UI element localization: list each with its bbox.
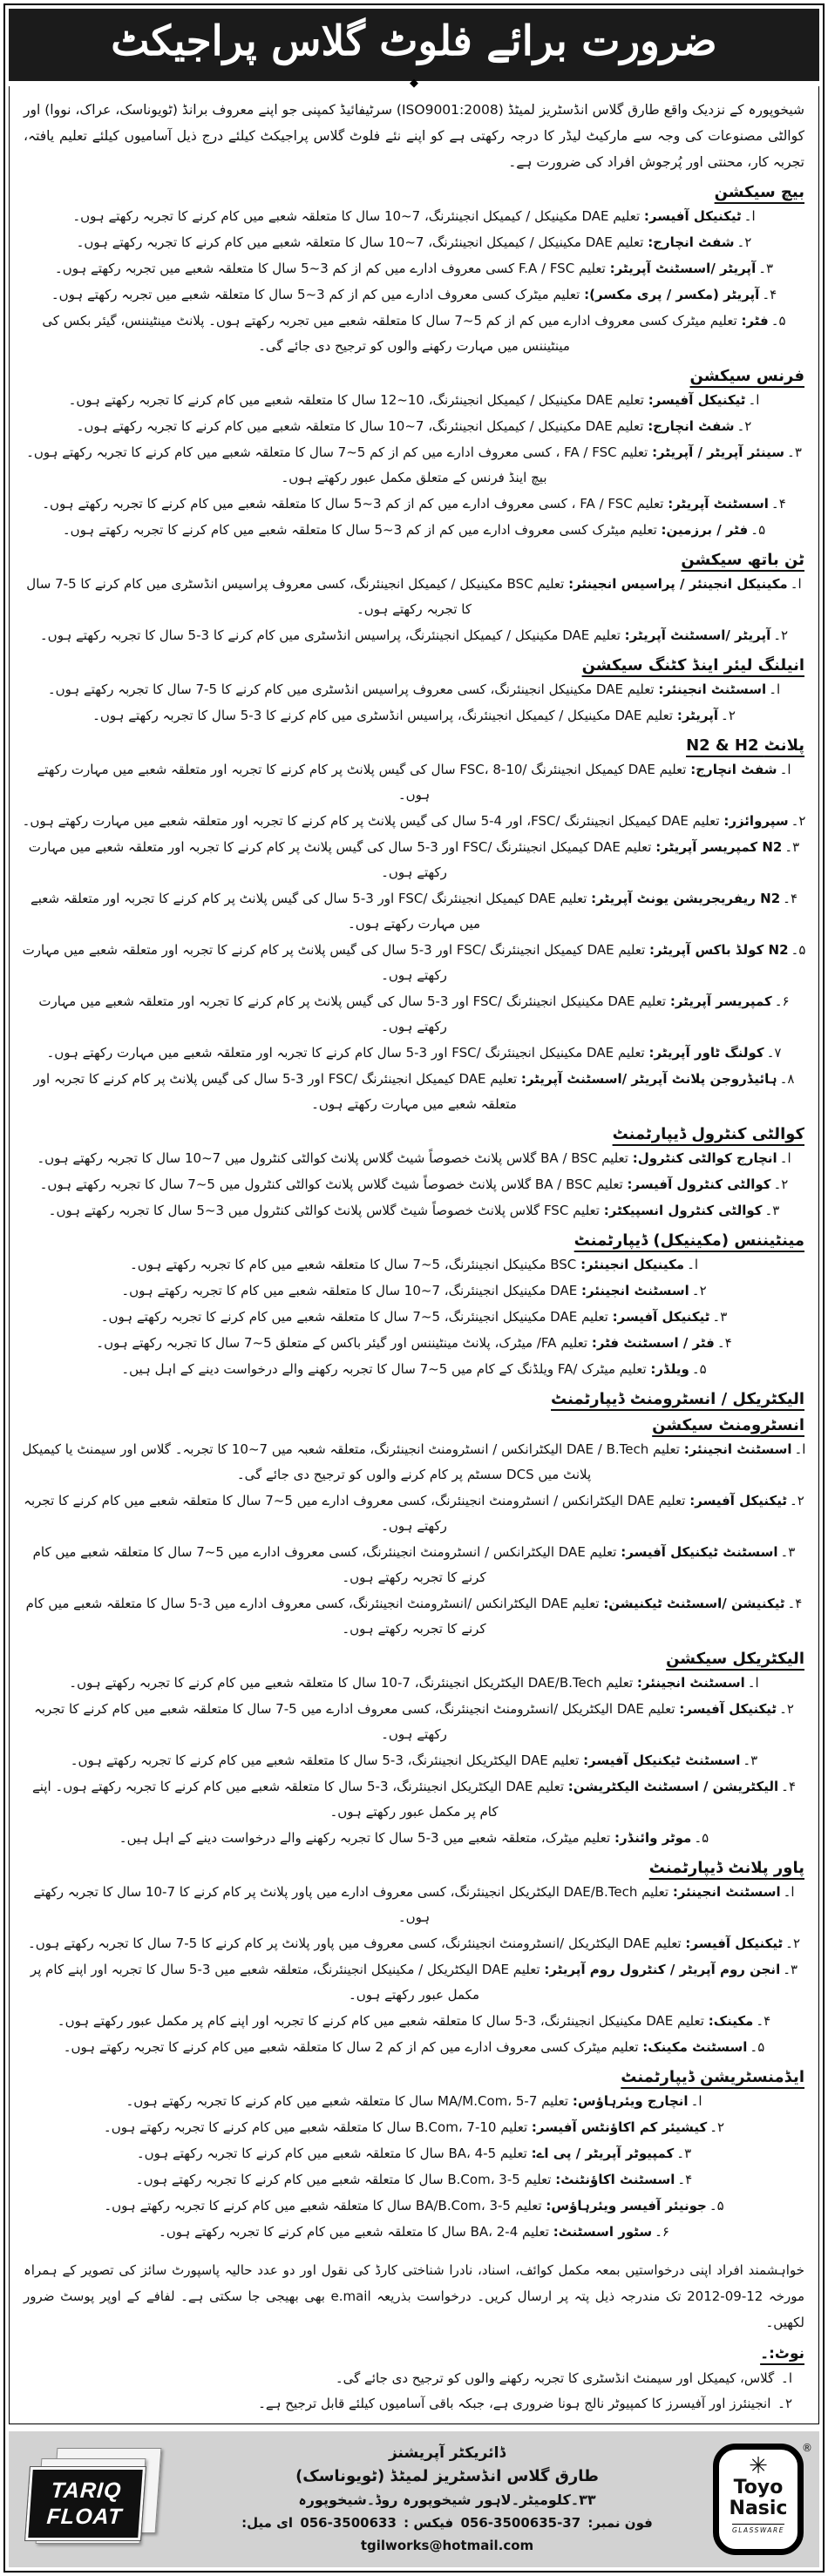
- section-heading: بیچ سیکشن: [714, 183, 804, 202]
- job-title: اسسٹنٹ اکاؤنٹنٹ:: [555, 2172, 675, 2188]
- director-line: ڈائریکٹر آپریشنز: [388, 2444, 506, 2463]
- job-desc: تعلیم DAE الیکٹریکل /انسٹرومنٹ انجینئرنگ، کسی معروف ادارے میں 5-7 سال کا متعلقہ شعبے میں کام کرنے کا تجربہ رکھتے ہوں۔: [34, 1701, 675, 1743]
- job-section: [22, 2068, 806, 2245]
- job-title: کیشیئر کم اکاؤنٹس آفیسر:: [531, 2119, 708, 2136]
- job-item: [22, 1880, 806, 1930]
- job-desc: تعلیم DAE مکینیکل انجینئرنگ، کسی معروف پراسیس انڈسٹری میں کام کرنے کا 5-7 سال کا تجربہ رکھتے ہوں۔: [47, 681, 655, 698]
- ad-body: [9, 86, 819, 2424]
- job-desc: تعلیم میٹرک /FA ویلڈنگ کے کام میں 5~7 سال کا تجربہ رکھنے والے درخواست دینے کے اہل ہیں۔: [121, 1361, 647, 1378]
- tariq-float-wordmark: [25, 2467, 146, 2540]
- registered-mark-icon: ®: [802, 2442, 812, 2455]
- job-desc: تعلیم DAE مکینیکل انجینئرنگ /FSC اور 3-5 سال کی گیس پلانٹ پر کام کرنے کا تجربہ اور متعلقہ شعبے میں مہارت رکھتے ہوں۔: [38, 993, 667, 1035]
- job-item: [22, 1172, 806, 1197]
- job-title: موٹر وائنڈر:: [614, 1830, 692, 1847]
- job-number: ا۔: [779, 1150, 791, 1167]
- job-desc: تعلیم BA / BSC گلاس پلانٹ خصوصاً شیٹ گلاس پلانٹ کوالٹی کنٹرول میں 5~7 سال کا تجربہ رکھتے ہوں۔: [39, 1176, 623, 1193]
- job-title: سینئر آپریٹر / آپریٹر:: [652, 444, 785, 461]
- job-item: [22, 809, 806, 834]
- job-title: فٹر / برزمین:: [661, 522, 749, 539]
- email-address: tgilworks@hotmail.com: [360, 2538, 534, 2554]
- job-title: ٹیکنیشن /اسسٹنٹ ٹیکنیشن:: [603, 1596, 785, 1612]
- job-number: ۵۔: [750, 2039, 765, 2056]
- job-title: N2 کمپریسر آپریٹر:: [655, 839, 783, 856]
- job-title: اسسٹنٹ انجینئر:: [658, 681, 767, 698]
- job-title: اسسٹنٹ ٹیکنیکل آفیسر:: [621, 1544, 778, 1561]
- diamond-ornament-icon: ◆: [410, 77, 418, 91]
- job-item: [22, 388, 806, 413]
- starburst-icon: ✳: [749, 2453, 768, 2480]
- job-item: [22, 2089, 806, 2114]
- footer-address-block: [181, 2442, 713, 2557]
- job-desc: تعلیم میٹرک کسی معروف ادارے میں کم از کم 5~7 سال کا متعلقہ شعبے میں تجربہ رکھتے ہوں۔ پلانٹ مینٹیننس، گیئر بکس کی مینٹیننس میں مہارت رکھنے والوں کو ترجیح دی جائے گی۔: [42, 313, 737, 355]
- job-desc: تعلیم BSC مکینیکل / کیمیکل انجینئرنگ، کسی معروف پراسیس انڈسٹری میں کام کرنے کا 5-7 سال کا تجربہ رکھتے ہوں۔: [26, 576, 565, 618]
- job-desc: تعلیم DAE مکینیکل / کیمیکل انجینئرنگ، 10~12 سال کا متعلقہ شعبے میں کام کرنے کا تجربہ رکھتے ہوں۔: [68, 392, 644, 409]
- job-desc: تعلیم DAE الیکٹرانکس /انسٹرومنٹ انجینئرنگ، کسی معروف ادارے میں 3-5 سال کا متعلقہ شعبے میں کام کرنے کا تجربہ رکھتے ہوں۔: [25, 1596, 600, 1637]
- job-number: ۸۔: [779, 1071, 795, 1088]
- job-number: ۲۔: [773, 1176, 789, 1193]
- job-title: اسسٹنٹ ٹیکنیکل آفیسر:: [583, 1752, 741, 1769]
- job-title: الیکٹریشن / اسسٹنٹ الیکٹریشن:: [567, 1779, 779, 1795]
- job-item: [22, 1671, 806, 1696]
- section-heading: الیکٹریکل / انسٹرومنٹ ڈیپارٹمنٹ: [551, 1390, 804, 1409]
- job-title: کولنگ ٹاور آپریٹر:: [648, 1045, 764, 1061]
- job-desc: تعلیم DAE مکینیکل / کیمیکل انجینئرنگ، پراسیس انڈسٹری میں کام کرنے کا 3-5 سال کا تجربہ رکھتے ہوں۔: [39, 627, 621, 644]
- job-number: ۵۔: [791, 942, 806, 959]
- job-number: ۲۔: [773, 627, 789, 644]
- job-desc: تعلیم DAE/B.Tech الیکٹریکل انجینئرنگ، کسی معروف ادارے میں پاور پلانٹ پر کام کرنے کا 7-10 سال کا تجربہ رکھتے ہوں۔: [33, 1884, 669, 1926]
- job-item: [22, 1591, 806, 1642]
- section-heading: ایڈمنسٹریشن ڈیپارٹمنٹ: [621, 2068, 804, 2087]
- application-instructions: خواہشمند افراد اپنی درخواستیں بمعہ مکمل کوائف، اسناد، نادرا شناختی کارڈ کی نقول اور دو عدد حالیہ پاسپورٹ سائز کی تصویر کے ہمراہ مورخہ 12-09-2012 تک مندرجہ ذیل پتہ پر ارسال کریں۔ درخواست بذریعہ e.mail بھی بھیجی جا سکتی ہے۔ لفافے کے اوپر پوسٹ ضرور لکھیں۔: [24, 2262, 804, 2331]
- job-number: ا۔: [687, 1257, 699, 1273]
- company-line: طارق گلاس انڈسٹریز لمیٹڈ (ٹویوناسک): [295, 2467, 599, 2486]
- job-item: [22, 491, 806, 517]
- job-title: کمپیوٹر آپریٹر / پی اے:: [531, 2146, 675, 2162]
- job-item: [22, 703, 806, 729]
- job-item: [22, 1331, 806, 1356]
- job-item: [22, 1697, 806, 1747]
- job-desc: تعلیم DAE مکینیکل / کیمیکل انجینئرنگ، 7~10 سال کا متعلقہ شعبے میں کام کرنے کا تجربہ رکھتے ہوں۔: [72, 208, 641, 225]
- job-number: ا۔: [783, 1884, 795, 1901]
- job-item: [22, 886, 806, 937]
- job-number: ۳۔: [743, 1752, 758, 1769]
- job-desc: تعلیم DAE / B.Tech الیکٹرانکس / انسٹرومنٹ انجینئرنگ، متعلقہ شعبہ میں 7~10 کا تجربہ۔ گلاس اور سیمنٹ یا کیمیکل پلانٹ میں DCS سسٹم پر کام کرنے والوں کو ترجیح دی جائے گی۔: [22, 1441, 680, 1483]
- job-number: ۷۔: [766, 1045, 782, 1061]
- job-title: آپریٹر /اسسٹنٹ آپریٹر:: [624, 627, 771, 644]
- job-item: [22, 1540, 806, 1590]
- job-number: ۳۔: [712, 1309, 728, 1325]
- section-heading: ٹن باتھ سیکشن: [681, 551, 804, 570]
- job-desc: تعلیم میٹرک کسی معروف ادارے میں کم از کم 3~5 سال کا متعلقہ شعبے میں کام کرنے کا تجربہ رکھتے ہوں۔: [62, 522, 657, 539]
- job-number: ۲۔: [721, 708, 736, 724]
- job-number: ۴۔: [756, 2013, 771, 2030]
- job-number: ۵۔: [770, 313, 786, 329]
- job-desc: تعلیم DAE کیمیکل انجینئرنگ /FSC اور 3-5 سال کی گیس پلانٹ پر کام کرنے کا تجربہ اور متعلقہ شعبے میں مہارت رکھتے ہوں۔: [33, 1071, 518, 1113]
- job-desc: تعلیم DAE مکینیکل / کیمیکل انجینئرنگ، پراسیس انڈسٹری میں کام کرنے کا 3-5 سال کا تجربہ رکھتے ہوں۔: [92, 708, 674, 724]
- job-title: مکینک:: [708, 2013, 754, 2030]
- job-number: ۴۔: [716, 1335, 732, 1352]
- job-item: [22, 1305, 806, 1330]
- job-desc: تعلیم DAE الیکٹریکل / مکینیکل انجینئرنگ، متعلقہ شعبے میں 3-5 سال کا تجربہ اور اپنے کام پر مکمل عبور رکھتے ہوں۔: [30, 1962, 540, 2003]
- job-section: [22, 736, 806, 1117]
- job-section: [22, 551, 806, 648]
- job-title: ٹیکنیکل آفیسر:: [679, 1701, 777, 1718]
- job-item: [22, 1252, 806, 1278]
- job-item: [22, 1957, 806, 2008]
- job-number: ۳۔: [676, 2146, 692, 2162]
- job-desc: DAE مکینیکل انجینئرنگ، 7~10 سال کا متعلقہ شعبے میں کام کا تجربہ رکھتے ہوں۔: [121, 1283, 578, 1299]
- job-desc: تعلیم DAE مکینیکل انجینئرنگ، 5~7 سال کا متعلقہ شعبے میں کام کرنے کا تجربہ رکھتے ہوں۔: [100, 1309, 608, 1325]
- job-desc: تعلیم FA / FSC ، کسی معروف ادارے میں کم از کم 3~5 سال کا متعلقہ شعبے میں کام کرنے کا تجربہ رکھتے ہوں۔: [42, 496, 664, 512]
- note-heading: نوٹ:۔: [760, 2345, 804, 2363]
- job-desc: تعلیم DAE الیکٹریکل /انسٹرومنٹ انجینئرنگ، کسی معروف میں پاور پلانٹ پر کام کرنے کا 5-7 سال کا تجربہ رکھتے ہوں۔: [28, 1935, 682, 1952]
- job-item: [22, 572, 806, 622]
- toyo-line1: Toyo: [733, 2477, 784, 2499]
- job-number: ۴۔: [762, 287, 777, 303]
- job-desc: تعلیم B.Com، 7-10 سال کا متعلقہ شعبے میں کام کرنے کا تجربہ رکھتے ہوں۔: [103, 2119, 528, 2136]
- job-item: [22, 677, 806, 702]
- job-item: [22, 2035, 806, 2060]
- glassware-label: GLASSWARE: [732, 2524, 784, 2534]
- intro-text: شیخوپورہ کے نزدیک واقع طارق گلاس انڈسٹریز لمیٹڈ (ISO9001:2008) سرٹیفائیڈ کمپنی جو اپنے معروف برانڈ (ٹویوناسک، عراک، نووا) اور کوالٹی مصنوعات کی وجہ سے مارکیٹ لیڈر کا درجہ رکھتی ہے کو اپنے نئے فلوٹ گلاس پراجیکٹ کیلئے درج ذیل آسامیوں کیلئے تعلیم یافتہ، تجربہ کار، محنتی اور پُرجوش افراد کی ضرورت ہے۔: [24, 102, 804, 171]
- job-item: [22, 1146, 806, 1171]
- job-item: [22, 204, 806, 229]
- job-item: [22, 2141, 806, 2166]
- tariq-float-line1: TARIQ: [50, 2478, 123, 2504]
- job-title: مکینیکل انجینئر:: [580, 1257, 685, 1273]
- job-desc: تعلیم DAE مکینیکل / کیمیکل انجینئرنگ، 7~10 سال کا متعلقہ شعبے میں کام کرنے کا تجربہ رکھتے ہوں۔: [76, 418, 644, 435]
- job-desc: تعلیم DAE الیکٹریکل انجینئرنگ، 3-5 سال کا متعلقہ شعبے میں کام کرنے کا تجربہ رکھتے ہوں۔: [70, 1752, 580, 1769]
- job-section: [22, 183, 806, 359]
- job-number: ۳۔: [787, 444, 802, 461]
- job-desc: تعلیم DAE مکینیکل انجینئرنگ، 3-5 سال کا متعلقہ شعبے میں کام کرنے کا تجربہ اور اپنے کام پر مکمل عبور رکھتے ہوں۔: [57, 2013, 704, 2030]
- job-title: ٹیکنیکل آفیسر:: [612, 1309, 710, 1325]
- job-section: [22, 1231, 806, 1382]
- job-section: [22, 1125, 806, 1224]
- job-item: [22, 414, 806, 439]
- job-title: فٹر / اسسٹنٹ فٹر:: [591, 1335, 715, 1352]
- job-number: ا۔: [690, 2093, 702, 2110]
- footer: [9, 2431, 819, 2567]
- job-desc: تعلیم DAE کیمیکل انجینئرنگ /FSC اور 3-5 سال کی گیس پلانٹ پر کام کرنے کا تجربہ اور متعلقہ شعبے میں مہارت رکھتے ہوں۔: [30, 891, 587, 932]
- section-heading: N2 & H2 پلانٹ: [686, 736, 804, 756]
- job-number: ۴۔: [787, 1596, 803, 1612]
- job-title: کوالٹی کنٹرول انسپیکٹر:: [603, 1203, 763, 1219]
- note-text: گلاس، کیمیکل اور سیمنٹ انڈسٹری کا تجربہ رکھنے والوں کو ترجیح دی جائے گی۔: [335, 2370, 775, 2387]
- job-number: ۳۔: [764, 1203, 780, 1219]
- job-number: ۵۔: [691, 1361, 707, 1378]
- toyo-nasic-badge: [713, 2444, 804, 2555]
- job-desc: تعلیم FA / FSC ، کسی معروف ادارے میں کم از کم 5~7 سال کا متعلقہ شعبے میں کام کرنے کا تجربہ رکھتے ہوں۔ بیچ اینڈ فرنس کے متعلق مکمل عبور رکھتے ہوں۔: [26, 444, 648, 486]
- job-title: ٹیکنیکل آفیسر:: [648, 392, 746, 409]
- job-desc: تعلیم BA، 4-5 سال کا متعلقہ شعبے میں کام کرنے کا تجربہ رکھتے ہوں۔: [136, 2146, 527, 2162]
- job-number: ۲۔: [736, 234, 752, 251]
- phone-label: فون نمبر:: [587, 2515, 653, 2532]
- section-heading: انسٹرومنٹ سیکشن: [652, 1416, 804, 1435]
- job-desc: تعلیم DAE کیمیکل انجینئرنگ /FSC، 8-10 سال کی گیس پلانٹ پر کام کرنے کا تجربہ اور متعلقہ شعبے میں مہارت رکھتے ہوں۔: [37, 762, 687, 803]
- note-number: ا۔: [781, 2370, 792, 2387]
- job-item: [22, 1067, 806, 1117]
- job-item: [22, 1488, 806, 1539]
- job-number: ا۔: [769, 681, 781, 698]
- job-title: اسسٹنٹ انجینئر:: [672, 1884, 781, 1901]
- job-item: [22, 623, 806, 648]
- job-number: ا۔: [794, 1441, 806, 1458]
- job-title: N2 کولڈ باکس آپریٹر:: [649, 942, 789, 959]
- job-item: [22, 757, 806, 808]
- job-title: جونیئر آفیسر ویئرہاؤس:: [546, 2198, 707, 2214]
- job-desc: تعلیم DAE الیکٹریکل انجینئرنگ، 3-5 سال کا متعلقہ شعبے میں کام کرنے کا تجربہ رکھتے ہوں۔ اپنے کام پر مکمل عبور رکھتے ہوں۔: [31, 1779, 564, 1820]
- job-title: آپریٹر /اسسٹنٹ آپریٹر:: [609, 261, 757, 277]
- newspaper-ad: [3, 3, 825, 2573]
- job-title: کمپریسر آپریٹر:: [669, 993, 772, 1010]
- job-title: مکینیکل انجینئر / پراسیس انجینئر:: [568, 576, 788, 593]
- job-item: [22, 1748, 806, 1773]
- note-number: ۲۔: [777, 2396, 792, 2412]
- job-number: ۵۔: [750, 522, 766, 539]
- job-item: [22, 2115, 806, 2140]
- address-line: ۳۳۔کلومیٹر۔لاہور شیخوپورہ روڈ۔شیخوپورہ: [298, 2491, 596, 2509]
- job-desc: تعلیم BA / BSC گلاس پلانٹ خصوصاً شیٹ گلاس پلانٹ کوالٹی کنٹرول میں 7~10 سال کا تجربہ رکھتے ہوں۔: [37, 1150, 628, 1167]
- job-item: [22, 938, 806, 988]
- section-heading: انیلنگ لیئر اینڈ کٹنگ سیکشن: [581, 656, 804, 675]
- job-number: ۵۔: [709, 2198, 724, 2214]
- job-item: [22, 1826, 806, 1851]
- job-desc: تعلیم DAE کیمیکل انجینئرنگ /FSC اور 3-5 سال کی گیس پلانٹ پر کام کرنے کا تجربہ اور متعلقہ شعبے میں مہارت رکھتے ہوں۔: [28, 839, 652, 881]
- job-number: ۳۔: [784, 839, 800, 856]
- sections-container: [22, 183, 806, 2245]
- job-desc: تعلیم DAE/B.Tech الیکٹریکل انجینئرنگ، 7-10 سال کا متعلقہ شعبے میں کام کرنے کا تجربہ رکھتے ہوں۔: [69, 1675, 634, 1691]
- job-item: [22, 440, 806, 491]
- job-title: آپریٹر:: [676, 708, 719, 724]
- note-text: انجینئرز اور آفیسرز کا کمپیوٹر نالج ہونا ضروری ہے، جبکہ باقی آسامیوں کیلئے قابل ترجیح ہے۔: [258, 2396, 771, 2412]
- section-heading: مینٹیننس (مکینیکل) ڈیپارٹمنٹ: [573, 1231, 804, 1251]
- job-desc: تعلیم DAE کیمیکل انجینئرنگ /FSC، اور 4-5 سال کی گیس پلانٹ پر کام کرنے کا تجربہ اور متعلقہ شعبے میں مہارت رکھتے ہوں۔: [22, 813, 720, 830]
- job-desc: BSC مکینیکل انجینئرنگ، 5~7 سال کا متعلقہ شعبے میں کام کا تجربہ رکھتے ہوں۔: [129, 1257, 577, 1273]
- job-title: انچارج ویئرہاؤس:: [572, 2093, 689, 2110]
- job-number: ۴۔: [677, 2172, 693, 2188]
- job-title: ٹیکنیکل آفیسر:: [643, 208, 742, 225]
- job-item: [22, 835, 806, 885]
- job-item: [22, 230, 806, 255]
- job-title: کوالٹی کنٹرول آفیسر:: [627, 1176, 771, 1193]
- job-desc: تعلیم BA، 2-4 سال کا متعلقہ شعبے میں کام کرنے کا تجربہ رکھتے ہوں۔: [159, 2224, 549, 2240]
- tariq-float-logo: [24, 2448, 181, 2551]
- job-number: ا۔: [747, 1675, 759, 1691]
- job-title: انچارج کوالٹی کنٹرول:: [632, 1150, 777, 1167]
- job-title: شفٹ انچارج:: [648, 234, 735, 251]
- job-title: اسسٹنٹ انجینئر:: [683, 1441, 792, 1458]
- job-title: انجن روم آپریٹر / کنٹرول روم آپریٹر:: [544, 1962, 781, 1978]
- job-title: ہائیڈروجن پلانٹ آپریٹر /اسسٹنٹ آپریٹر:: [520, 1071, 777, 1088]
- job-section: [22, 656, 806, 729]
- job-number: ۲۔: [709, 2119, 725, 2136]
- job-desc: تعلیم DAE مکینیکل انجینئرنگ /FSC اور 3-5 سال کام کرنے کا تجربہ اور متعلقہ شعبے میں مہارت رکھتے ہوں۔: [46, 1045, 645, 1061]
- job-title: آپریٹر (مکسر / پری مکسر):: [584, 287, 760, 303]
- job-number: ۲۔: [791, 813, 806, 830]
- job-item: [22, 1774, 806, 1825]
- job-item: [22, 1357, 806, 1382]
- job-desc: تعلیم DAE الیکٹرانکس / انسٹرومنٹ انجینئرنگ، کسی معروف ادارے میں 5~7 سال کا متعلقہ شعبے میں کام کرنے کا تجربہ رکھتے ہوں۔: [32, 1544, 617, 1586]
- job-number: ۲۔: [789, 1493, 804, 1509]
- section-heading: پاور پلانٹ ڈیپارٹمنٹ: [648, 1859, 804, 1878]
- job-item: [22, 308, 806, 359]
- job-number: ا۔: [743, 208, 756, 225]
- job-item: [22, 1041, 806, 1066]
- job-title: شفٹ انچارج:: [648, 418, 735, 435]
- job-item: [22, 2167, 806, 2193]
- job-number: ۳۔: [783, 1962, 798, 1978]
- job-desc: تعلیم F.A / FSC کسی معروف ادارے میں کم از کم 3~5 سال کا متعلقہ شعبے میں تجربہ رکھتے ہوں۔: [54, 261, 606, 277]
- job-title: شفٹ انچارج:: [690, 762, 777, 778]
- toyo-line2: Nasic: [729, 2498, 788, 2520]
- job-title: ٹیکنیکل آفیسر:: [689, 1493, 787, 1509]
- job-title: فٹر:: [741, 313, 769, 329]
- job-number: ۵۔: [694, 1830, 709, 1847]
- job-title: اسسٹنٹ انجینئر:: [580, 1283, 689, 1299]
- job-title: سپروائزر:: [723, 813, 789, 830]
- job-number: ۴۔: [770, 496, 786, 512]
- section-heading: الیکٹریکل سیکشن: [666, 1650, 804, 1669]
- job-desc: تعلیم BA/B.Com، 3-5 سال کا متعلقہ شعبے میں کام کرنے کا تجربہ رکھتے ہوں۔: [104, 2198, 542, 2214]
- note-item: [22, 2391, 806, 2417]
- job-title: N2 ریفریجریشن یونٹ آپریٹر:: [591, 891, 781, 907]
- job-number: ۲۔: [779, 1701, 794, 1718]
- job-desc: تعلیم DAE الیکٹرانکس / انسٹرومنٹ انجینئرنگ، کسی معروف ادارے میں 5~7 سال کا متعلقہ شعبے میں کام کرنے کا تجربہ رکھتے ہوں۔: [24, 1493, 686, 1535]
- note-item: [22, 2366, 806, 2391]
- job-title: ویلڈر:: [650, 1361, 689, 1378]
- job-title: اسسٹنٹ آپریٹر:: [668, 496, 769, 512]
- job-item: [22, 1437, 806, 1488]
- job-number: ۲۔: [785, 1935, 800, 1952]
- job-number: ا۔: [779, 762, 791, 778]
- job-desc: تعلیم DAE مکینیکل / کیمیکل انجینئرنگ، 7~10 سال کا متعلقہ شعبے میں کام کرنے کا تجربہ رکھتے ہوں۔: [76, 234, 644, 251]
- job-item: [22, 2220, 806, 2245]
- job-section: [22, 1390, 806, 1408]
- job-item: [22, 1198, 806, 1224]
- job-number: ۴۔: [781, 1779, 797, 1795]
- section-heading: فرنس سیکشن: [689, 367, 804, 386]
- job-desc: تعلیم FA/ میٹرک، پلانٹ مینٹیننس اور گیئر باکس کے متعلق 5~7 سال کا تجربہ رکھتے ہوں۔: [96, 1335, 588, 1352]
- job-item: [22, 1278, 806, 1304]
- job-item: [22, 2193, 806, 2219]
- job-item: [22, 2009, 806, 2034]
- job-number: ۲۔: [691, 1283, 707, 1299]
- job-number: ۶۔: [655, 2224, 669, 2240]
- job-title: ٹیکنیکل آفیسر:: [685, 1935, 784, 1952]
- job-item: [22, 989, 806, 1040]
- contact-line: [192, 2512, 702, 2557]
- tariq-float-line2: FLOAT: [45, 2505, 124, 2530]
- job-item: [22, 1931, 806, 1956]
- job-number: ۴۔: [783, 891, 797, 907]
- job-number: ۳۔: [780, 1544, 796, 1561]
- job-item: [22, 256, 806, 281]
- job-section: [22, 1650, 806, 1851]
- job-section: [22, 1416, 806, 1642]
- job-number: ۶۔: [774, 993, 790, 1010]
- job-number: ا۔: [790, 576, 802, 593]
- job-section: [22, 367, 806, 543]
- toyo-nasic-logo: [713, 2442, 812, 2555]
- job-number: ۳۔: [758, 261, 774, 277]
- job-item: [22, 518, 806, 543]
- job-desc: تعلیم میٹرک کسی معروف ادارے میں کم از کم 3~5 سال کا متعلقہ شعبے میں تجربہ رکھتے ہوں۔: [51, 287, 580, 303]
- section-heading: کوالٹی کنٹرول ڈیپارٹمنٹ: [612, 1125, 804, 1144]
- job-number: ۲۔: [736, 418, 752, 435]
- job-desc: تعلیم میٹرک، متعلقہ شعبے میں 3-5 سال کا تجربہ رکھنے والے درخواست دینے کے اہل ہیں۔: [119, 1830, 611, 1847]
- fax-number: 056-3500633: [300, 2515, 397, 2532]
- job-title: اسسٹنٹ انجینئر:: [636, 1675, 745, 1691]
- job-desc: تعلیم B.Com، 3-5 سال کا متعلقہ شعبے میں کام کرنے کا تجربہ رکھتے ہوں۔: [135, 2172, 552, 2188]
- job-desc: تعلیم MA/M.Com، 5-7 سال کا متعلقہ شعبے میں کام کرنے کا تجربہ رکھتے ہوں۔: [126, 2093, 569, 2110]
- job-desc: تعلیم FSC گلاس پلانٹ خصوصاً شیٹ گلاس پلانٹ کوالٹی کنٹرول میں 3~5 سال کا تجربہ رکھتے ہوں۔: [48, 1203, 600, 1219]
- job-number: ا۔: [748, 392, 760, 409]
- job-title: اسسٹنٹ مکینک:: [642, 2039, 748, 2056]
- email-label: ای میل:: [241, 2515, 294, 2532]
- job-desc: تعلیم DAE کیمیکل انجینئرنگ /FSC اور 3-5 سال کی گیس پلانٹ پر کام کرنے کا تجربہ اور متعلقہ شعبے میں مہارت رکھتے ہوں۔: [22, 942, 646, 984]
- job-item: [22, 282, 806, 308]
- job-section: [22, 1859, 806, 2060]
- page-title: ضرورت برائے فلوٹ گلاس پراجیکٹ: [111, 17, 717, 65]
- job-title: سٹور اسسٹنٹ:: [553, 2224, 653, 2240]
- job-desc: تعلیم میٹرک کسی معروف ادارے میں کم از کم 2 سال کا متعلقہ شعبے میں کام کرنے کا تجربہ رکھتے ہوں۔: [63, 2039, 639, 2056]
- masthead: [9, 9, 819, 91]
- phone-number: 056-3500635-37: [460, 2515, 581, 2532]
- fax-label: فیکس :: [404, 2515, 454, 2532]
